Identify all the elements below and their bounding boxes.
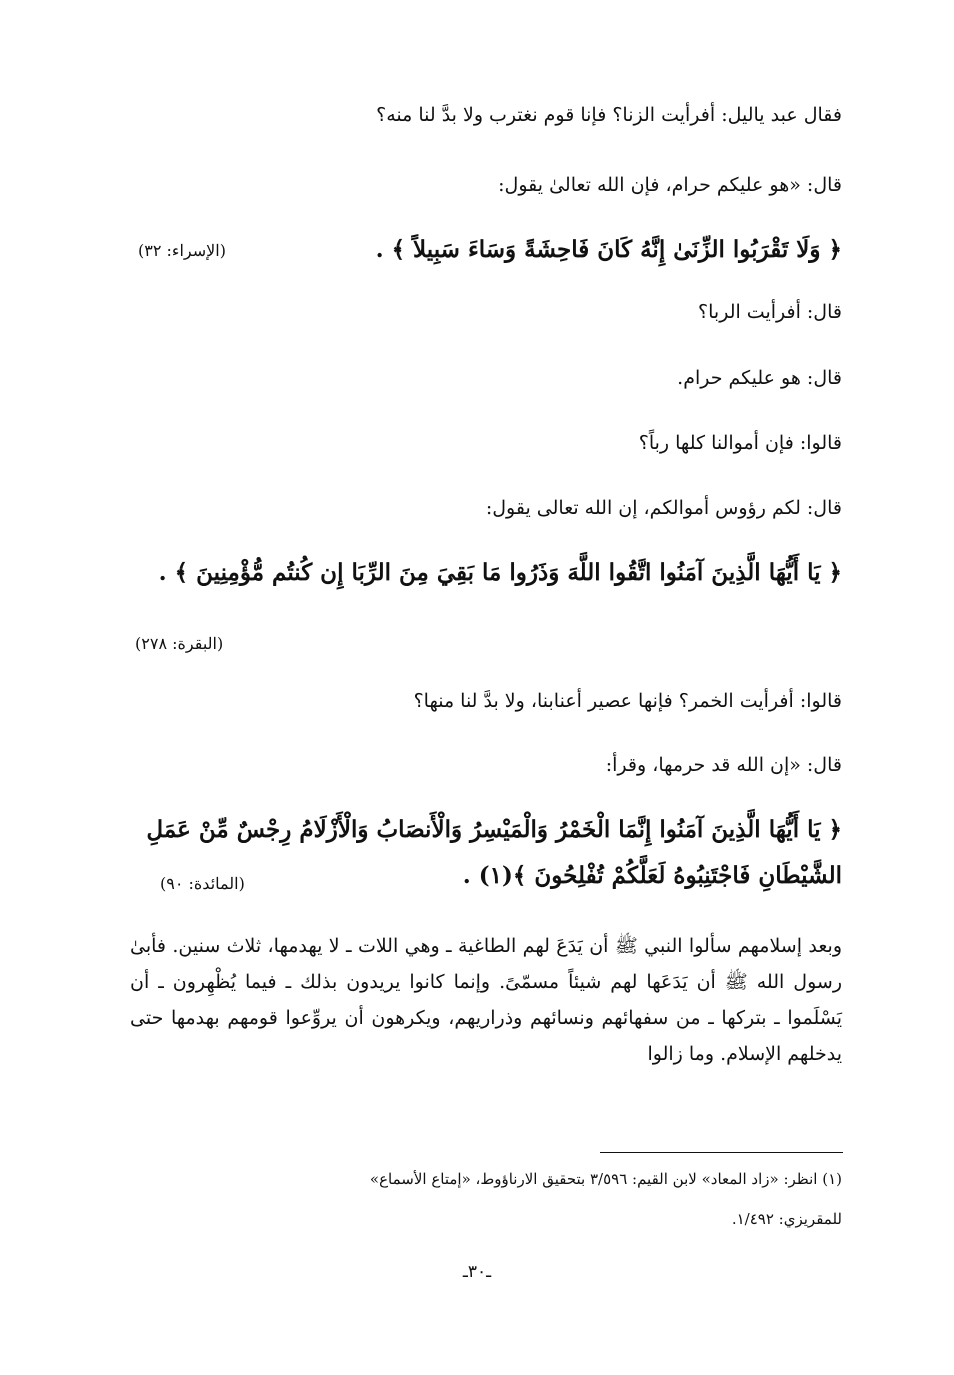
footnote-line: (١) انظر: «زاد المعاد» لابن القيم: ٣/٥٩٦ بتحقيق الارناؤوط، «إمتاع الأسماع» <box>369 1170 842 1188</box>
text-line: قال: «هو عليكم حرام، فإن الله تعالىٰ يقول: <box>498 174 842 196</box>
text-line: قال: هو عليكم حرام. <box>677 367 842 389</box>
text-line: قالوا: فإن أموالنا كلها رباً؟ <box>638 432 842 454</box>
quran-verse: ﴿ يَا أَيُّهَا الَّذِينَ آمَنُوا اتَّقُوا اللَّهَ وَذَرُوا مَا بَقِيَ مِنَ الرِّبَا إِن كُنتُم مُّؤْمِنِينَ ﴾ . <box>158 559 842 586</box>
quran-verse: ﴿ يَا أَيُّهَا الَّذِينَ آمَنُوا إِنَّمَا الْخَمْرُ وَالْمَيْسِرُ وَالْأَنصَابُ وَالْأَزْلَامُ رِجْسٌ مِّنْ عَمَلِ <box>146 816 842 843</box>
text-line: قال: لكم رؤوس أموالكم، إن الله تعالى يقول: <box>485 497 842 519</box>
quran-verse: الشَّيْطَانِ فَاجْتَنِبُوهُ لَعَلَّكُمْ تُفْلِحُونَ ﴾(١) . <box>462 862 842 889</box>
footnote-divider <box>600 1152 843 1153</box>
page-number: ـ٣٠ـ <box>462 1262 492 1282</box>
text-line: قالوا: أفرأيت الخمر؟ فإنها عصير أعنابنا، ولا بدَّ لنا منها؟ <box>413 690 842 712</box>
text-line: فقال عبد ياليل: أفرأيت الزنا؟ فإنا قوم نغترب ولا بدَّ لنا منه؟ <box>376 104 842 126</box>
body-paragraph: وبعد إسلامهم سألوا النبي ﷺ أن يَدَعَ لهم الطاغية ـ وهي اللات ـ لا يهدمها، ثلاث سنين. فأبىٰ رسول الله ﷺ أن يَدَعَها لهم شيئاً مسمّىً. وإنما كانوا يريدون بذلك ـ فيما يُظْهِرون ـ أن يَسْلَموا ـ بتركها ـ من سفهائهم ونسائهم وذراريهم، ويكرهون أن يروِّعوا قومهم بهدمها حتى يدخلهم الإسلام. وما زالوا <box>130 935 842 1065</box>
verse-reference: (البقرة: ٢٧٨) <box>135 634 224 653</box>
footnote-line: للمقريزي: ١/٤٩٢. <box>731 1210 842 1228</box>
verse-reference: (المائدة: ٩٠) <box>160 874 245 893</box>
text-line: قال: «إن الله قد حرمها، وقرأ: <box>605 754 842 776</box>
text-line: قال: أفرأيت الربا؟ <box>698 301 842 323</box>
verse-reference: (الإسراء: ٣٢) <box>138 241 226 260</box>
quran-verse: ﴿ وَلَا تَقْرَبُوا الزِّنَىٰ إِنَّهُ كَانَ فَاحِشَةً وَسَاءَ سَبِيلاً ﴾ . <box>375 236 842 263</box>
